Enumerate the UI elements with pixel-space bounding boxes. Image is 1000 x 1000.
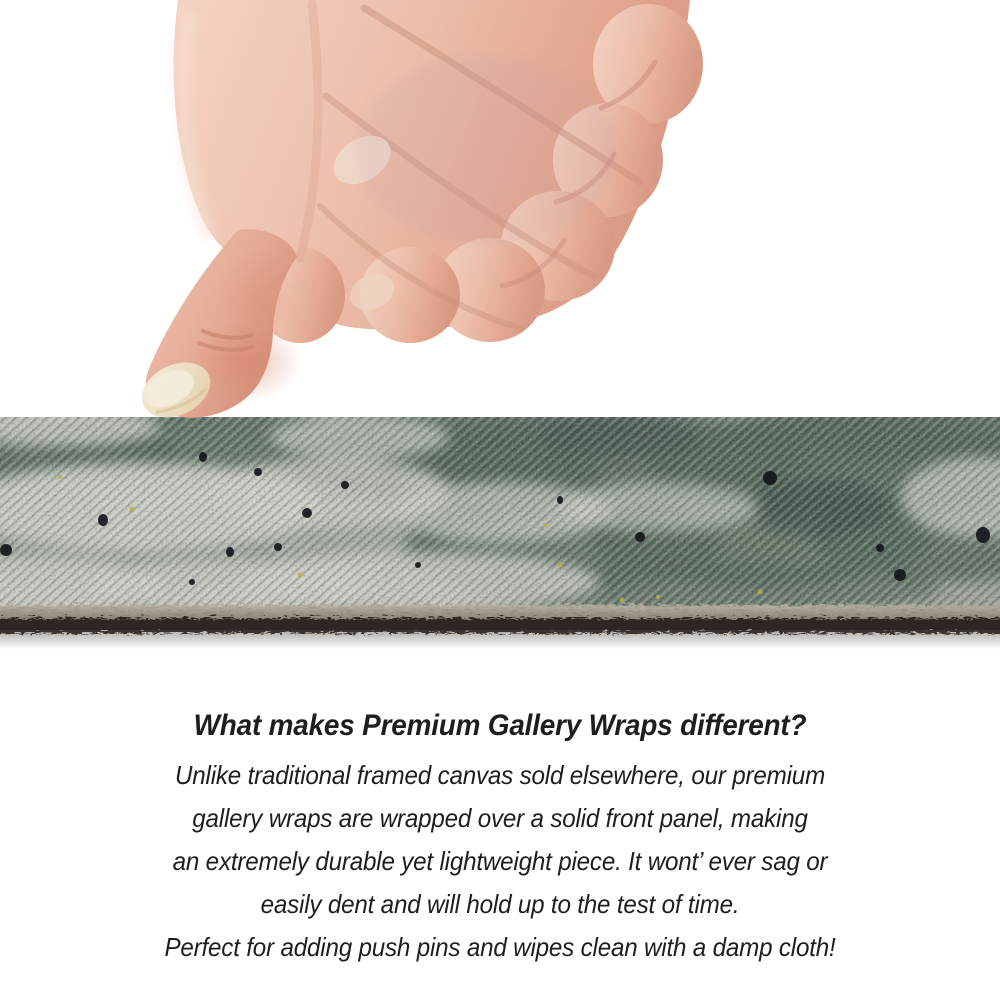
body-line-4: easily dent and will hold up to the test of time. (260, 889, 740, 919)
body-line-3: an extremely durable yet lightweight piece. It wont’ ever sag or (172, 846, 828, 876)
marketing-copy (35, 706, 965, 969)
canvas-edge-texture (0, 417, 1000, 649)
canvas-edge-strip (0, 417, 1000, 649)
body-line-1: Unlike traditional framed canvas sold elsewhere, our premium (174, 760, 826, 790)
body-line-5: Perfect for adding push pins and wipes clean with a damp cloth! (164, 932, 836, 962)
headline: What makes Premium Gallery Wraps different? (193, 709, 807, 742)
hand-pressing-image (0, 0, 1000, 420)
canvas-fold-edge (0, 603, 1000, 649)
canvas-texture (0, 417, 1000, 617)
body-line-2: gallery wraps are wrapped over a solid front panel, making (192, 803, 808, 833)
thumb (133, 229, 302, 420)
body-text (35, 754, 965, 969)
